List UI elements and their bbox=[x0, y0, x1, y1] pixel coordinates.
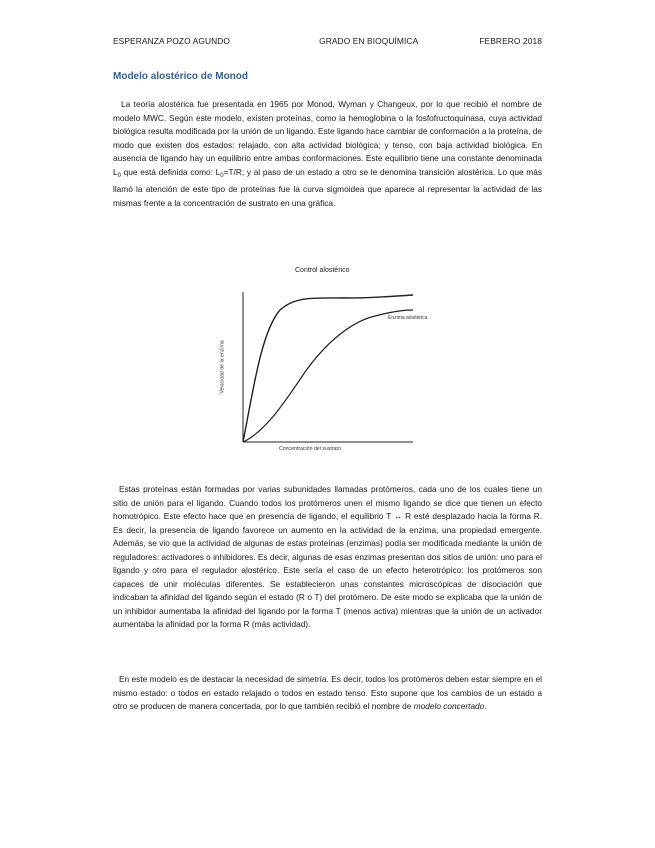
section-title: Modelo alostérico de Monod bbox=[113, 71, 249, 82]
figure-x-label: Concentración del sustrato bbox=[279, 446, 341, 452]
paragraph-symmetry-end: . bbox=[484, 701, 487, 711]
paragraph-intro-a: La teoría alostérica fue presentada en 1965 por Monod, Wyman y Changeux, por lo que recibió el nombre de modelo MWC. Según este modelo, existen proteínas, como la hemoglobina o la fosfofructoquinasa, cuya actividad biológica resulta modificada por la unión de un ligando. Este ligando hace cambiar de conformación a la proteína, de modo que existen dos estados: relajado, con alta actividad biológica; y tenso, con baja actividad biológica. En ausencia de ligando hay un equilibrio entre ambas conformaciones. Este equilibrio tiene una constante denominada L bbox=[113, 99, 542, 177]
paragraph-intro bbox=[113, 98, 542, 210]
paragraph-symmetry-text: En este modelo es de destacar la necesidad de simetría. Es decir, todos los protómeros deben estar siempre en el mismo estado: o todos en estado relajado o todos en estado tenso. Esto supone que los cambios de un estado a otro se producen de manera concertada, por lo que también recibió el nombre de bbox=[113, 674, 542, 711]
subscript-l0-b: 0 bbox=[220, 172, 224, 179]
allosteric-control-figure bbox=[225, 262, 425, 462]
page-header bbox=[113, 36, 542, 46]
header-degree: GRADO EN BIOQUÍMICA bbox=[319, 36, 419, 46]
paragraph-subunits: Estas proteínas están formadas por varias subunidades llamadas protómeros, cada uno de los cuales tiene un sitio de unión para el ligando. Cuando todos los protómeros unen el mismo ligando se dice que tienen un efecto homotrópico. Este efecto hace que en presencia de ligando, el equilibrio T ↔ R esté desplazado hacia la forma R. Es decir, la presencia de ligando favorece un aumento en la actividad de la enzima, una propiedad emergente. Además, se vio que la actividad de algunas de estas proteínas (enzimas) podía ser modificada mediante la unión de reguladores: activadores o inhibidores. Es decir, algunas de esas enzimas presentan dos sitios de unión: uno para el ligando y otro para el regulador alostérico. Este sería el caso de un efecto heterotrópico: los protómeros son capaces de unir moléculas diferentes. Se establecieron unas constantes microscópicas de disociación que indicaban la afinidad del ligando según el estado (R o T) del protómero. De este modo se explicaba que la unión de un inhibidor aumentaba la afinidad del ligando por la forma T (menos activa) mientras que la unión de un activador aumentaba la afinidad por la forma R (más actividad). bbox=[113, 484, 542, 629]
subscript-l0-a: 0 bbox=[117, 172, 121, 179]
figure-y-label: Velocidad de la enzima bbox=[219, 340, 226, 394]
figure-curve-label: Enzima alostérica bbox=[388, 315, 428, 321]
figure-title: Control alostérico bbox=[295, 267, 350, 274]
paragraph-intro-c: =T/R; y al paso de un estado a otro se le denomina transición alostérica. Lo que más llamó la atención de este tipo de proteínas fue la curva sigmoidea que aparece al representar la actividad de las mismas frente a la concentración de sustrato en una gráfica. bbox=[113, 166, 542, 208]
header-date: FEBRERO 2018 bbox=[479, 36, 542, 46]
paragraph-symmetry bbox=[113, 673, 542, 714]
paragraph-intro-b: que está definida como: L bbox=[120, 166, 221, 177]
concerted-model-term: modelo concertado bbox=[413, 701, 485, 711]
header-author: ESPERANZA POZO AGUNDO bbox=[113, 36, 231, 46]
